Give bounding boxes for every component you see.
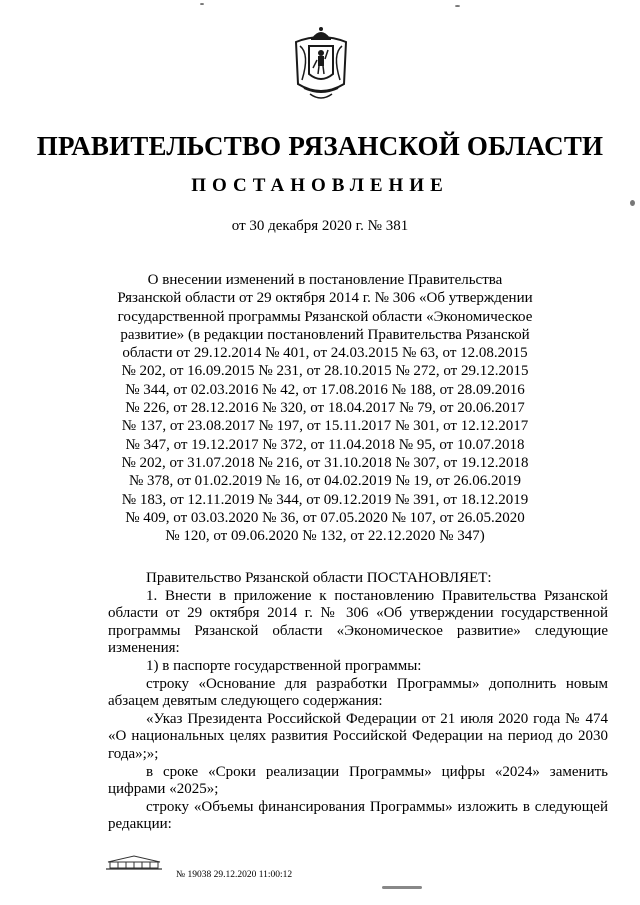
body-paragraph: строку «Основание для разработки Программы» дополнить новым абзацем девятым следующего содержания:: [108, 675, 608, 710]
subject-line: развитие» (в редакции постановлений Правительства Рязанской: [120, 326, 530, 343]
subject-line: № 183, от 12.11.2019 № 344, от 09.12.2019 № 391, от 18.12.2019: [121, 491, 529, 508]
subject-line: № 378, от 01.02.2019 № 16, от 04.02.2019 № 19, от 26.06.2019: [128, 473, 521, 490]
scan-speck: [455, 5, 460, 7]
subject-line: области от 29.12.2014 № 401, от 24.03.2015 № 63, от 12.08.2015: [122, 345, 528, 362]
subject-line: № 347, от 19.12.2017 № 372, от 11.04.2018 № 95, от 10.07.2018: [125, 436, 525, 453]
scan-speck: [382, 886, 422, 889]
body-paragraph: «Указ Президента Российской Федерации от 21 июля 2020 года № 474 «О национальных целях развития Российской Федерации на период до 2030 года»;»;: [108, 710, 608, 762]
subject-line: государственной программы Рязанской области «Экономическое: [117, 308, 533, 325]
scan-speck: [630, 200, 635, 206]
body-paragraph: 1. Внести в приложение к постановлению Правительства Рязанской области от 29 октября 2014 г. № 306 «Об утверждении государственной программы Рязанской области «Экономическое развитие» следующие изменения:: [108, 587, 608, 657]
building-stamp-icon: [106, 854, 162, 870]
subject-line: Рязанской области от 29 октября 2014 г. № 306 «Об утверждении: [117, 290, 533, 307]
document-body: [108, 570, 608, 834]
subject-line: № 120, от 09.06.2020 № 132, от 22.12.2020 № 347): [165, 528, 485, 545]
subject-line: № 226, от 28.12.2016 № 320, от 18.04.2017 № 79, от 20.06.2017: [125, 400, 525, 417]
government-title: ПРАВИТЕЛЬСТВО РЯЗАНСКОЙ ОБЛАСТИ: [36, 131, 604, 161]
subject-line: № 409, от 03.03.2020 № 36, от 07.05.2020 № 107, от 26.05.2020: [125, 509, 525, 526]
date-and-number: от 30 декабря 2020 г. № 381: [231, 218, 409, 234]
coat-of-arms-icon: [290, 24, 352, 104]
registration-stamp: № 19038 29.12.2020 11:00:12: [176, 870, 293, 880]
scan-speck: [200, 3, 204, 5]
subject-line: № 137, от 23.08.2017 № 197, от 15.11.2017 № 301, от 12.12.2017: [121, 418, 529, 435]
body-paragraph: Правительство Рязанской области ПОСТАНОВЛЯЕТ:: [146, 570, 492, 586]
subject-line: № 202, от 31.07.2018 № 216, от 31.10.2018 № 307, от 19.12.2018: [121, 454, 529, 471]
body-paragraph: 1) в паспорте государственной программы:: [146, 657, 422, 674]
subject-line: № 202, от 16.09.2015 № 231, от 28.10.2015 № 272, от 29.12.2015: [121, 363, 529, 380]
body-paragraph: в сроке «Сроки реализации Программы» цифры «2024» заменить цифрами «2025»;: [108, 763, 608, 798]
document-subject: [90, 271, 560, 545]
subject-line: О внесении изменений в постановление Правительства: [147, 272, 503, 288]
document-type: ПОСТАНОВЛЕНИЕ: [191, 175, 449, 196]
body-paragraph: строку «Объемы финансирования Программы» изложить в следующей редакции:: [108, 798, 608, 833]
subject-line: № 344, от 02.03.2016 № 42, от 17.08.2016 № 188, от 28.09.2016: [125, 381, 525, 398]
